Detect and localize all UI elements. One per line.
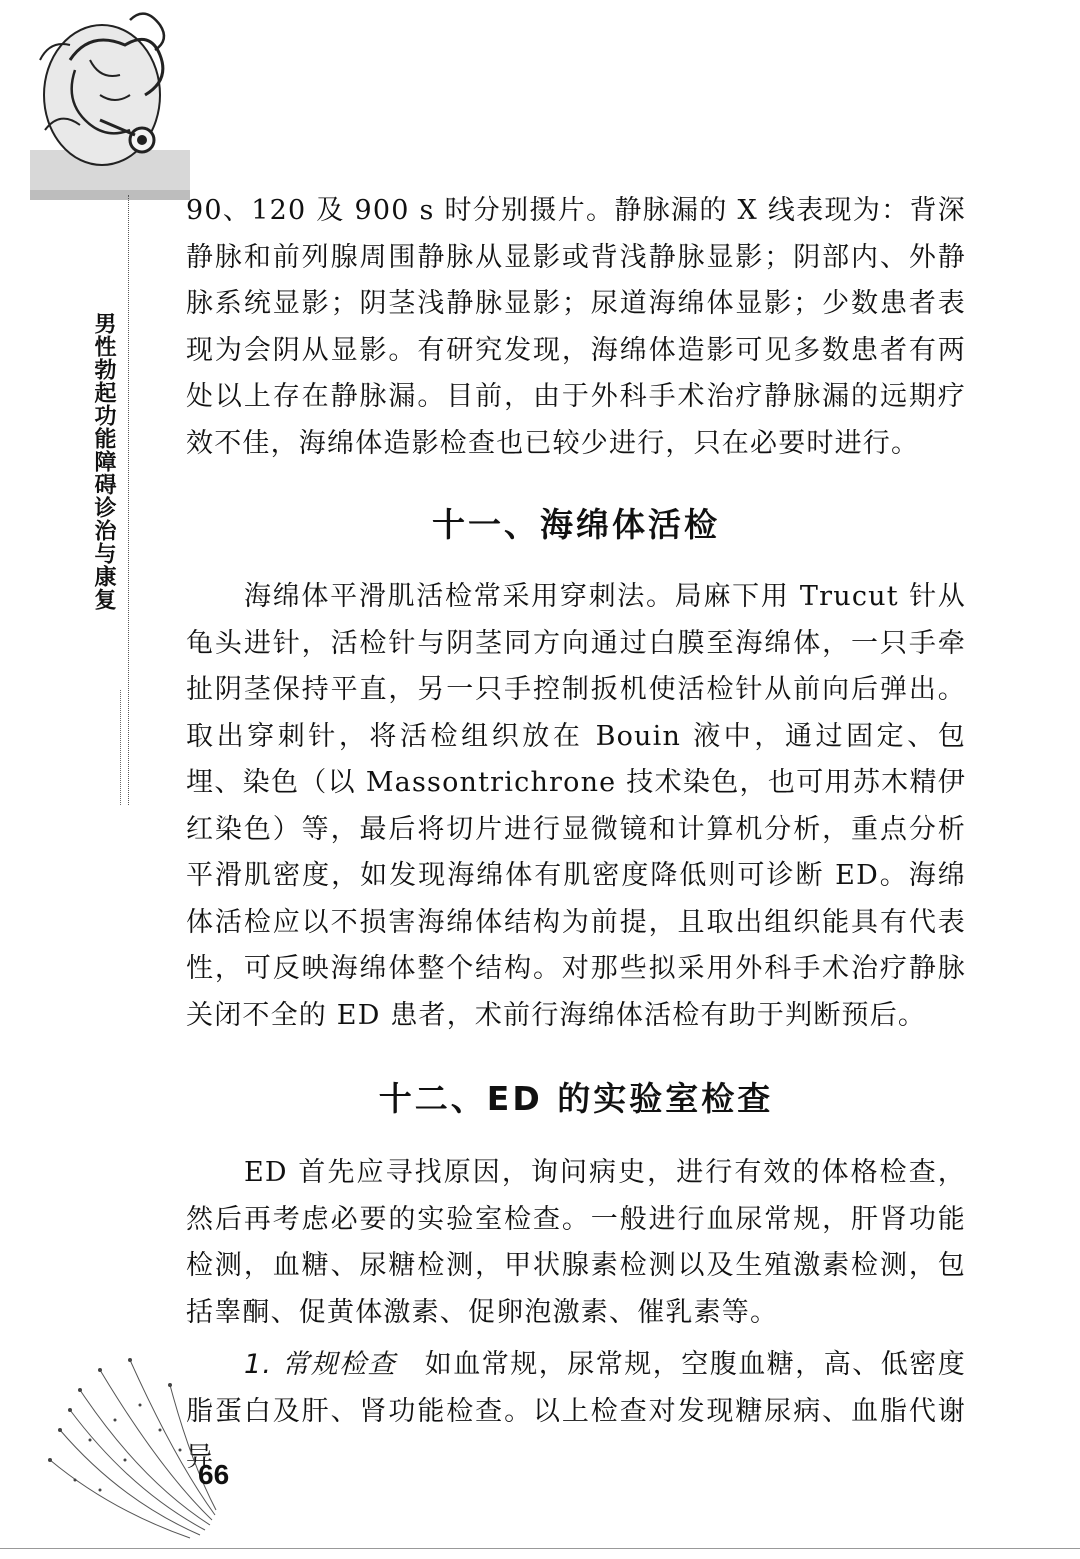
section-heading-lab-tests: 十二、ED 的实验室检查 bbox=[378, 1079, 774, 1118]
paragraph-biopsy: 海绵体平滑肌活检常采用穿刺法。局麻下用 Trucut 针从龟头进针，活检针与阴茎同方向通过白膜至海绵体，一只手牵扯阴茎保持平直，另一只手控制扳机使活检针从前向后弹出。取出穿刺针，将活检组织放在 Bouin 液中，通过固定、包埋、染色（以 Massontrichrone 技术染色，也可用苏木精伊红染色）等，最后将切片进行显微镜和计算机分析，重点分析平滑肌密度，如发现海绵体有肌密度降低则可诊断 ED。海绵体活检应以不损害海绵体结构为前提，且取出组织能具有代表性，可反映海绵体整个结构。对那些拟采用外科手术治疗静脉关闭不全的 ED 患者，术前行海绵体活检有助于判断预后。 bbox=[186, 581, 966, 1031]
bottom-border bbox=[0, 1548, 1080, 1549]
strongman-illustration bbox=[30, 0, 190, 200]
firework-sparkle-decoration bbox=[40, 1330, 220, 1540]
routine-tests-text: 如血常规，尿常规，空腹血糖，高、低密度脂蛋白及肝、肾功能检查。以上检查对发现糖尿病、血脂代谢异 bbox=[186, 1349, 967, 1473]
routine-tests-label: 1. 常规检查 bbox=[244, 1349, 397, 1380]
margin-dotted-rule bbox=[128, 195, 129, 805]
paragraph-venography: 90、120 及 900 s 时分别摄片。静脉漏的 X 线表现为：背深静脉和前列腺周围静脉从显影或背浅静脉显影；阴部内、外静脉系统显影；阴茎浅静脉显影；尿道海绵体显影；少数患者表现为会阴从显影。有研究发现，海绵体造影可见多数患者有两处以上存在静脉漏。目前，由于外科手术治疗静脉漏的远期疗效不佳，海绵体造影检查也已较少进行，只在必要时进行。 bbox=[186, 195, 966, 459]
section-heading-biopsy: 十一、海绵体活检 bbox=[432, 505, 720, 544]
page-number: 66 bbox=[198, 1459, 230, 1490]
paragraph-lab-tests: ED 首先应寻找原因，询问病史，进行有效的体格检查，然后再考虑必要的实验室检查。一般进行血尿常规，肝肾功能检测，血糖、尿糖检测，甲状腺素检测以及生殖激素检测，包括睾酮、促黄体激素、促卵泡激素、催乳素等。 bbox=[186, 1157, 966, 1328]
vertical-book-title: 男性勃起功能障碍诊治与康复 bbox=[91, 312, 116, 611]
margin-dotted-rule-secondary bbox=[120, 690, 121, 805]
page-content bbox=[186, 188, 966, 1482]
paragraph-routine-tests bbox=[186, 1342, 966, 1482]
